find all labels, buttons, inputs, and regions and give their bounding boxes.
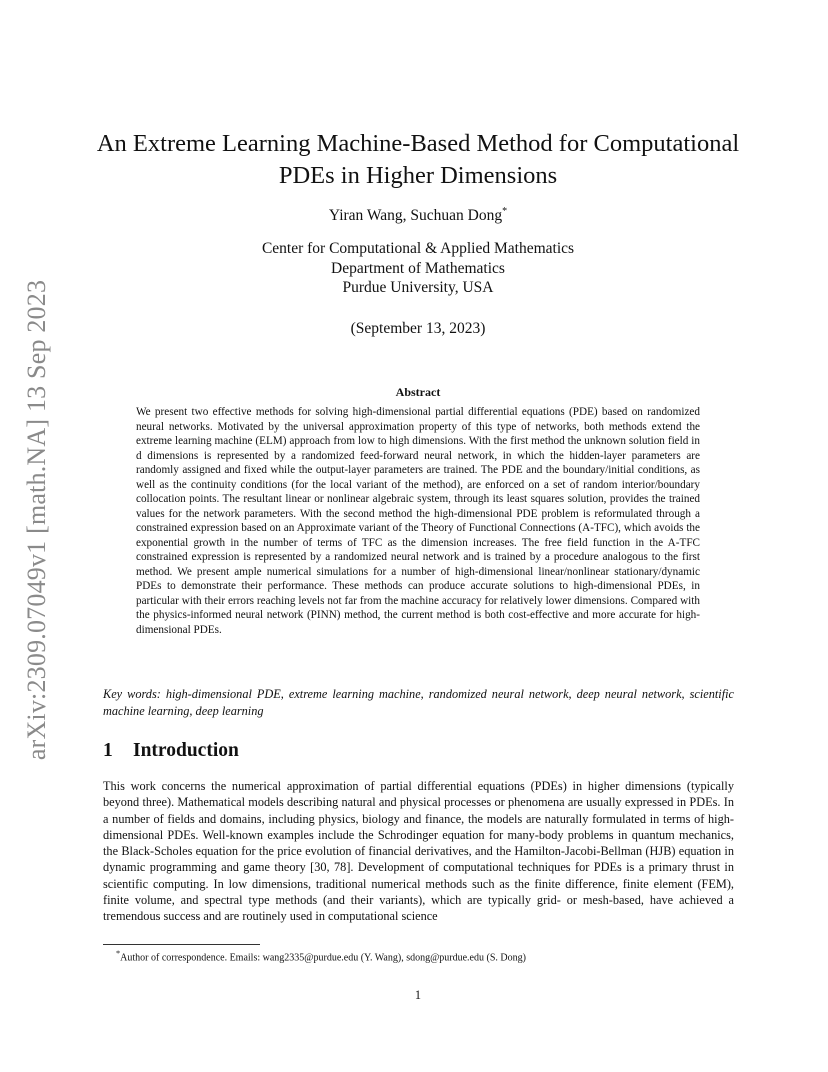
publication-date: (September 13, 2023) <box>350 320 486 337</box>
abstract-body: We present two effective methods for solving high-dimensional partial differential equations (PDE) based on randomized neural networks. Motivated by the universal approximation property of this type of networks, both methods extend the extreme learning machine (ELM) approach from low to high dimensions. With the first method the unknown solution field in d dimensions is represented by a randomized feed-forward neural network, in which the hidden-layer parameters are randomly assigned and fixed while the output-layer parameters are trained. The PDE and the boundary/initial conditions, as well as the continuity conditions (for the local variant of the method), are enforced on a set of random interior/boundary collocation points. The resultant linear or nonlinear algebraic system, through its least squares solution, provides the trained values for the network parameters. With the second method the high-dimensional PDE problem is reformulated through a constrained expression based on an Approximate variant of the Theory of Functional Connections (A-TFC), which avoids the exponential growth in the number of terms of TFC as the dimension increases. The free field function in the A-TFC constrained expression is represented by a randomized neural network and is trained by a procedure analogous to the first method. We present ample numerical simulations for a number of high-dimensional linear/nonlinear stationary/dynamic PDEs to demonstrate their performance. These methods can produce accurate solutions to high-dimensional PDEs, in particular with their errors reaching levels not far from the machine accuracy for relatively lower dimensions. Compared with the physics-informed neural network (PINN) method, the current method is both cost-effective and more accurate for high-dimensional PDEs. <box>136 406 700 636</box>
section-title: Introduction <box>133 740 239 761</box>
page-number: 1 <box>414 988 422 1002</box>
footnote-mark: * <box>116 949 121 958</box>
affiliation-line-2: Department of Mathematics <box>331 259 505 277</box>
corresponding-author-mark: * <box>502 206 508 217</box>
footnote-rule <box>103 944 260 945</box>
author-list <box>60 206 776 225</box>
abstract-heading: Abstract <box>395 385 441 399</box>
title-line-1: An Extreme Learning Machine-Based Method for Computational <box>96 130 740 157</box>
footnote <box>116 949 526 963</box>
section-number: 1 <box>103 740 113 761</box>
affiliation-line-3: Purdue University, USA <box>342 279 494 296</box>
title-line-2: PDEs in Higher Dimensions <box>278 162 558 189</box>
arxiv-identifier: arXiv:2309.07049v1 [math.NA] 13 Sep 2023 <box>22 279 51 761</box>
footnote-text: Author of correspondence. Emails: wang2335@purdue.edu (Y. Wang), sdong@purdue.edu (S. Dong) <box>120 952 526 964</box>
affiliation-block <box>60 239 776 298</box>
paper-title <box>60 128 776 192</box>
affiliation-line-1: Center for Computational & Applied Mathematics <box>261 240 575 257</box>
introduction-paragraph: This work concerns the numerical approximation of partial differential equations (PDEs) in higher dimensions (typically beyond three). Mathematical models describing natural and physical processes or phenomena are usually expressed in PDEs. In a number of fields and domains, including physics, biology and finance, the models are naturally formulated in terms of high-dimensional PDEs. Well-known examples include the Schrodinger equation for many-body problems in quantum mechanics, the Black-Scholes equation for the price evolution of financial derivatives, and the Hamilton-Jacobi-Bellman (HJB) equation in dynamic programming and game theory [30, 78]. Development of computational techniques for PDEs is a primary thrust in scientific computing. In low dimensions, traditional numerical methods such as the finite difference, finite element (FEM), finite volume, and spectral type methods (and their variants), which are typically grid- or mesh-based, have achieved a tremendous success and are routinely used in computational science <box>103 779 734 924</box>
section-heading <box>103 740 239 762</box>
keywords: Key words: high-dimensional PDE, extreme learning machine, randomized neural network, deep neural network, scientific machine learning, deep learning <box>103 687 734 718</box>
authors-text: Yiran Wang, Suchuan Dong <box>328 207 503 225</box>
